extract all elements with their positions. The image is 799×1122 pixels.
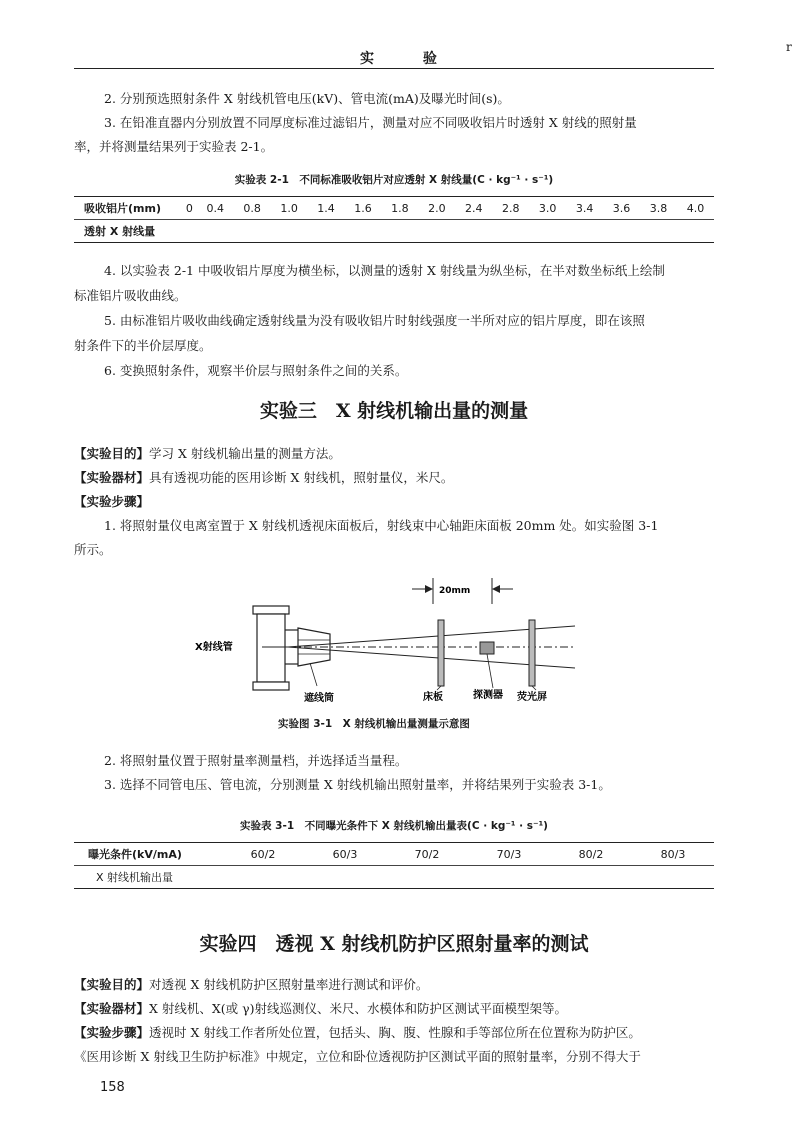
section-4-steps-line2: 《医用诊断 X 射线卫生防护标准》中规定，立位和卧位透视防护区测试平面的照射量率，分别不得大于: [74, 1049, 641, 1064]
section-4-purpose: [74, 972, 714, 998]
section-3-step2: 2. 将照射量仪置于照射量率测量档，并选择适当量程。: [104, 753, 408, 768]
table-row-label: 透射 X 射线量: [84, 225, 156, 238]
dimension-label: 20mm: [439, 586, 471, 596]
table-cell: 3.6: [603, 197, 640, 220]
purpose-text: 学习 X 射线机输出量的测量方法。: [149, 446, 341, 461]
table-cell: 3.0: [529, 197, 566, 220]
table-cell: 3.4: [566, 197, 603, 220]
purpose-text: 对透视 X 射线机防护区照射量率进行测试和评价。: [149, 977, 429, 992]
table-row-label: 吸收铝片(mm): [74, 197, 182, 220]
section-4-title: 实验四 透视 X 射线机防护区照射量率的测试: [199, 933, 589, 955]
table-cell: 3.8: [640, 197, 677, 220]
table-cell: 0: [182, 197, 197, 220]
xray-tube: [253, 606, 298, 690]
figure-3-1-caption: 实验图 3-1 X 射线机输出量测量示意图: [278, 718, 470, 730]
table-cell: 2.0: [418, 197, 455, 220]
dimension-marker: [412, 578, 513, 604]
step-5-text-line2: 射条件下的半价层厚度。: [74, 338, 212, 353]
table-2-1: [74, 196, 714, 243]
table-cell: 1.4: [308, 197, 345, 220]
table-cell: 2.8: [492, 197, 529, 220]
purpose-label: 【实验目的】: [74, 977, 150, 992]
bed-plate: [438, 620, 444, 686]
table-cell: 1.0: [271, 197, 308, 220]
table-cell-empty: [222, 866, 714, 889]
page-number: 158: [100, 1080, 125, 1095]
figure-3-1-diagram: [180, 570, 600, 710]
table-cell: 0.8: [234, 197, 271, 220]
header-rule: [74, 68, 714, 69]
table-row-label: X 射线机输出量: [96, 871, 174, 884]
collimator-label: 遮线筒: [304, 693, 334, 704]
bed-label: 床板: [423, 692, 443, 703]
step-2-text: 2. 分别预选照射条件 X 射线机管电压(kV)、管电流(mA)及曝光时间(s)。: [104, 91, 510, 106]
table-cell: 4.0: [677, 197, 714, 220]
step-5-text-line1: 5. 由标准铝片吸收曲线确定透射线量为没有吸收铝片时射线强度一半所对应的铝片厚度，即在该照: [104, 313, 645, 328]
section-3-step3: 3. 选择不同管电压、管电流，分别测量 X 射线机输出照射量率，并将结果列于实验表 3-1。: [104, 777, 611, 792]
section-3-step1-line1: 1. 将照射量仪电离室置于 X 射线机透视床面板后，射线束中心轴距床面板 20mm 处。如实验图 3-1: [104, 518, 659, 533]
table-cell-empty: [182, 220, 714, 243]
equipment-text: X 射线机、X(或 γ)射线巡测仪、米尺、水模体和防护区测试平面模型架等。: [149, 1001, 567, 1016]
table-cell: 70/2: [386, 843, 468, 866]
table-row: [74, 197, 714, 220]
steps-text: 透视时 X 射线工作者所处位置，包括头、胸、腹、性腺和手等部位所在位置称为防护区。: [149, 1025, 641, 1040]
table-row: [74, 220, 714, 243]
section-3-title: 实验三 X 射线机输出量的测量: [259, 400, 529, 422]
steps-label: 【实验步骤】: [74, 494, 150, 509]
section-3-step1-line2: 所示。: [74, 542, 112, 557]
step-3-text-line2: 率，并将测量结果列于实验表 2-1。: [74, 139, 274, 154]
section-4-steps: [74, 1020, 714, 1046]
table-cell: 80/2: [550, 843, 632, 866]
table-cell: 80/3: [632, 843, 714, 866]
table-row-label: 曝光条件(kV/mA): [74, 843, 222, 866]
table-cell: 60/3: [304, 843, 386, 866]
steps-label: 【实验步骤】: [74, 1025, 150, 1040]
table-row: [74, 866, 714, 889]
screen-label: 荧光屏: [517, 692, 547, 703]
step-4-text-line2: 标准铝片吸收曲线。: [74, 288, 187, 303]
detector-label: 探测器: [473, 690, 503, 701]
section-3-equipment: [74, 465, 714, 491]
table-3-1-caption: 实验表 3-1 不同曝光条件下 X 射线机输出量表(C · kg⁻¹ · s⁻¹): [240, 820, 548, 832]
table-3-1: [74, 842, 714, 889]
detector: [480, 642, 494, 654]
table-cell: 0.4: [197, 197, 234, 220]
table-cell: 60/2: [222, 843, 304, 866]
table-cell: 1.6: [345, 197, 382, 220]
step-3-text-line1: 3. 在铅准直器内分别放置不同厚度标准过滤铝片，测量对应不同吸收铝片时透射 X 射线的照射量: [104, 115, 637, 130]
corner-mark: r: [786, 40, 792, 54]
table-cell: 2.4: [455, 197, 492, 220]
table-cell: 70/3: [468, 843, 550, 866]
step-4-text-line1: 4. 以实验表 2-1 中吸收铝片厚度为横坐标，以测量的透射 X 射线量为纵坐标，在半对数坐标纸上绘制: [104, 263, 665, 278]
step-6-text: 6. 变换照射条件，观察半价层与照射条件之间的关系。: [104, 363, 408, 378]
tube-label: X射线管: [195, 642, 233, 653]
section-3-steps-label: [74, 489, 714, 515]
equipment-text: 具有透视功能的医用诊断 X 射线机，照射量仪，米尺。: [149, 470, 454, 485]
section-4-equipment: [74, 996, 714, 1022]
equipment-label: 【实验器材】: [74, 1001, 150, 1016]
table-2-1-caption: 实验表 2-1 不同标准吸收铝片对应透射 X 射线量(C · kg⁻¹ · s⁻¹): [234, 174, 554, 186]
table-cell: 1.8: [381, 197, 418, 220]
equipment-label: 【实验器材】: [74, 470, 150, 485]
section-3-purpose: [74, 441, 714, 467]
fluorescent-screen: [529, 620, 535, 686]
running-header: 实 验: [360, 51, 459, 67]
table-row: [74, 843, 714, 866]
purpose-label: 【实验目的】: [74, 446, 150, 461]
